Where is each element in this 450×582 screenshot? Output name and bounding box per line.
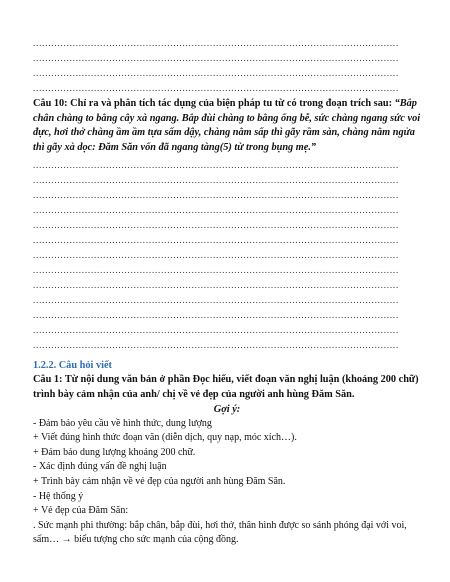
dotted-line: ........................................................................................................................ [33, 280, 399, 291]
dotted-line: ........................................................................................................................ [33, 340, 399, 351]
dotted-line: ........................................................................................................................ [33, 190, 399, 201]
section-title: 1.2.2. Câu hỏi viết [33, 360, 112, 372]
hint-line: + Trình bày cảm nhận về vẻ đẹp của người anh hùng Đăm Săn. [33, 475, 286, 487]
answer-lines-top [33, 36, 421, 96]
hint-list [33, 417, 421, 548]
dotted-line: ........................................................................................................................ [33, 83, 399, 93]
hint-line: + Viết đúng hình thức đoạn văn (diễn dịch, quy nạp, móc xích…). [33, 432, 297, 444]
dotted-line: ........................................................................................................................ [33, 220, 399, 231]
hint-line: - Hệ thống ý [33, 490, 84, 502]
question-10-quote: “Bắp chân chàng to bằng cây xà ngang. Bắp đùi chàng to bằng ống bễ, sức chàng ngang sức voi đực, hơi thở chàng ầm ầm tựa sấm dậy, chàng nằm sấp thì gãy rầm sàn, chàng nằm ngửa thì gãy xà dọc: Đăm Săn vốn đã ngang tàng(5) từ trong bụng mẹ.” [33, 98, 421, 153]
hint-line: - Xác định đúng vấn đề nghị luận [33, 461, 167, 473]
hint-title: Gợi ý: [213, 403, 241, 415]
hint-line: . Sức mạnh phi thường: bắp chân, bắp đùi, hơi thở, thân hình được so sánh phóng đại với voi, sấm… → biểu tượng cho sức mạnh của cộng đồng. [33, 519, 407, 546]
hint-line: + Đảm bảo dung lượng khoảng 200 chữ. [33, 446, 196, 458]
dotted-line: ........................................................................................................................ [33, 38, 399, 48]
question-10 [33, 97, 421, 155]
question-10-label: Câu 10: Chỉ ra và phân tích tác dụng của biện pháp tu từ có trong đoạn trích sau: [33, 98, 395, 109]
hint-line: - Đảm bảo yêu cầu về hình thức, dung lượng [33, 417, 212, 429]
dotted-line: ........................................................................................................................ [33, 175, 399, 186]
hint-line: + Vẻ đẹp của Đăm Săn: [33, 505, 129, 517]
dotted-line: ........................................................................................................................ [33, 310, 399, 321]
dotted-line: ........................................................................................................................ [33, 295, 399, 306]
dotted-line: ........................................................................................................................ [33, 325, 399, 336]
dotted-line: ........................................................................................................................ [33, 53, 399, 63]
dotted-line: ........................................................................................................................ [33, 265, 399, 276]
question-1: Câu 1: Từ nội dung văn bản ở phần Đọc hiểu, viết đoạn văn nghị luận (khoảng 200 chữ) trình bày cảm nhận của anh/ chị về vẻ đẹp của người anh hùng Đăm Săn. [33, 374, 419, 400]
dotted-line: ........................................................................................................................ [33, 235, 399, 246]
dotted-line: ........................................................................................................................ [33, 250, 399, 261]
dotted-line: ........................................................................................................................ [33, 68, 399, 78]
dotted-line: ........................................................................................................................ [33, 160, 399, 171]
dotted-line: ........................................................................................................................ [33, 205, 399, 216]
page-content [33, 36, 421, 548]
answer-lines-q10 [33, 158, 421, 353]
